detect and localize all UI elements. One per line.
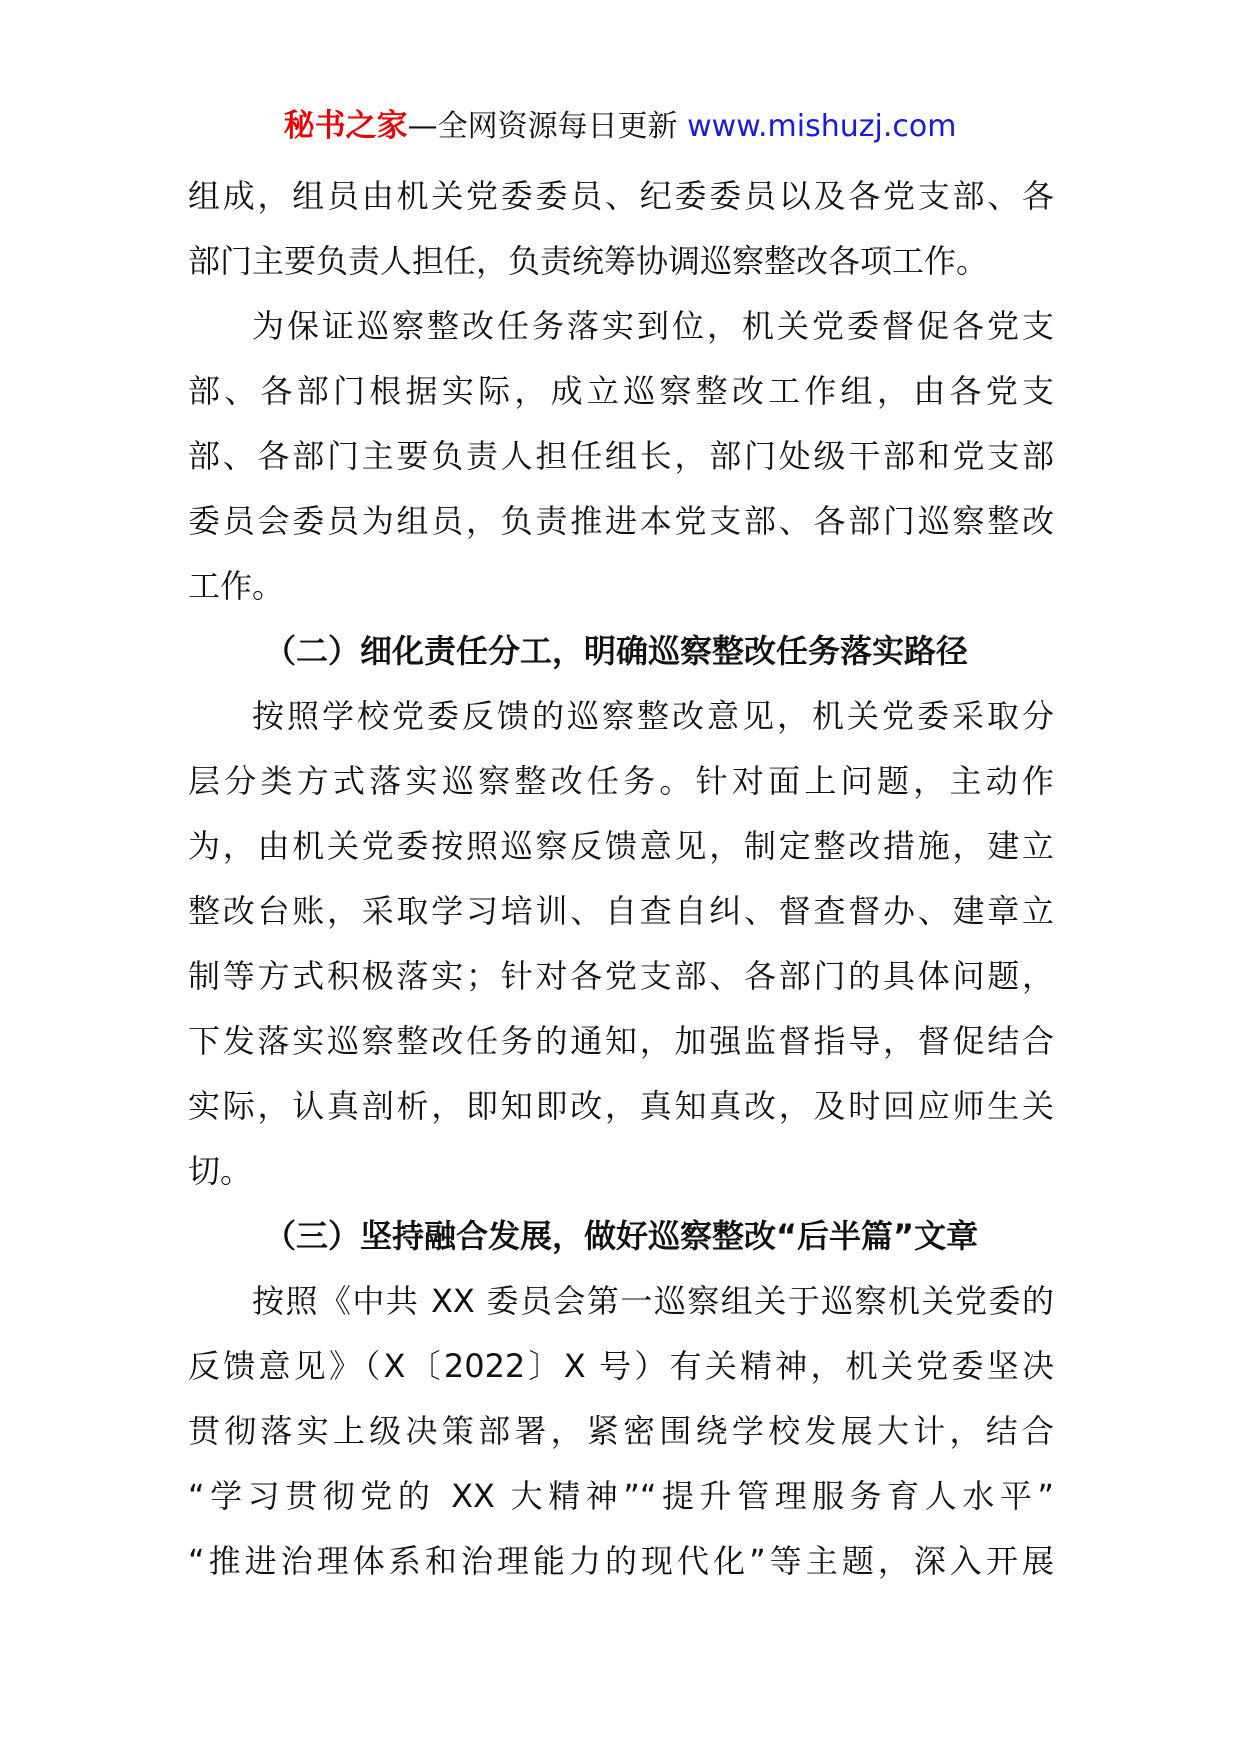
paragraph-line: 部、各部门根据实际，成立巡察整改工作组，由各党支 — [188, 372, 1054, 410]
paragraph-line: 为保证巡察整改任务落实到位，机关党委督促各党支 — [252, 307, 1054, 345]
section-heading: （三）坚持融合发展，做好巡察整改“后半篇”文章 — [264, 1217, 979, 1255]
paragraph-line: 部门主要负责人担任，负责统筹协调巡察整改各项工作。 — [188, 242, 989, 280]
paragraph-line: 按照学校党委反馈的巡察整改意见，机关党委采取分 — [252, 697, 1054, 735]
document-body — [188, 164, 1054, 1594]
paragraph-line: “学习贯彻党的 XX 大精神”“提升管理服务育人水平” — [188, 1477, 1054, 1515]
paragraph-line: 为，由机关党委按照巡察反馈意见，制定整改措施，建立 — [188, 827, 1054, 865]
paragraph-line: 部、各部门主要负责人担任组长，部门处级干部和党支部 — [188, 437, 1054, 475]
brand-name: 秘书之家 — [283, 108, 408, 144]
paragraph-line: 切。 — [188, 1152, 253, 1190]
paragraph-line: 层分类方式落实巡察整改任务。针对面上问题，主动作 — [188, 762, 1054, 800]
paragraph-line: 实际，认真剖析，即知即改，真知真改，及时回应师生关 — [188, 1087, 1054, 1125]
paragraph-line: “推进治理体系和治理能力的现代化”等主题，深入开展 — [188, 1542, 1054, 1580]
paragraph-line: 制等方式积极落实；针对各党支部、各部门的具体问题， — [188, 957, 1054, 995]
paragraph-line: 委员会委员为组员，负责推进本党支部、各部门巡察整改 — [188, 502, 1054, 540]
paragraph-line: 工作。 — [188, 567, 285, 605]
section-heading: （二）细化责任分工，明确巡察整改任务落实路径 — [264, 632, 969, 670]
paragraph-line: 下发落实巡察整改任务的通知，加强监督指导，督促结合 — [188, 1022, 1054, 1060]
paragraph-line: 组成，组员由机关党委委员、纪委委员以及各党支部、各 — [188, 177, 1054, 215]
page-header — [0, 104, 1240, 149]
paragraph-line: 按照《中共 XX 委员会第一巡察组关于巡察机关党委的 — [252, 1282, 1054, 1320]
paragraph-line: 整改台账，采取学习培训、自查自纠、督查督办、建章立 — [188, 892, 1054, 930]
header-tagline: —全网资源每日更新 — [407, 109, 678, 144]
site-url[interactable]: www.mishuzj.com — [687, 109, 957, 144]
paragraph-line: 反馈意见》（X〔2022〕X 号）有关精神，机关党委坚决 — [188, 1347, 1054, 1385]
paragraph-line: 贯彻落实上级决策部署，紧密围绕学校发展大计，结合 — [188, 1412, 1054, 1450]
